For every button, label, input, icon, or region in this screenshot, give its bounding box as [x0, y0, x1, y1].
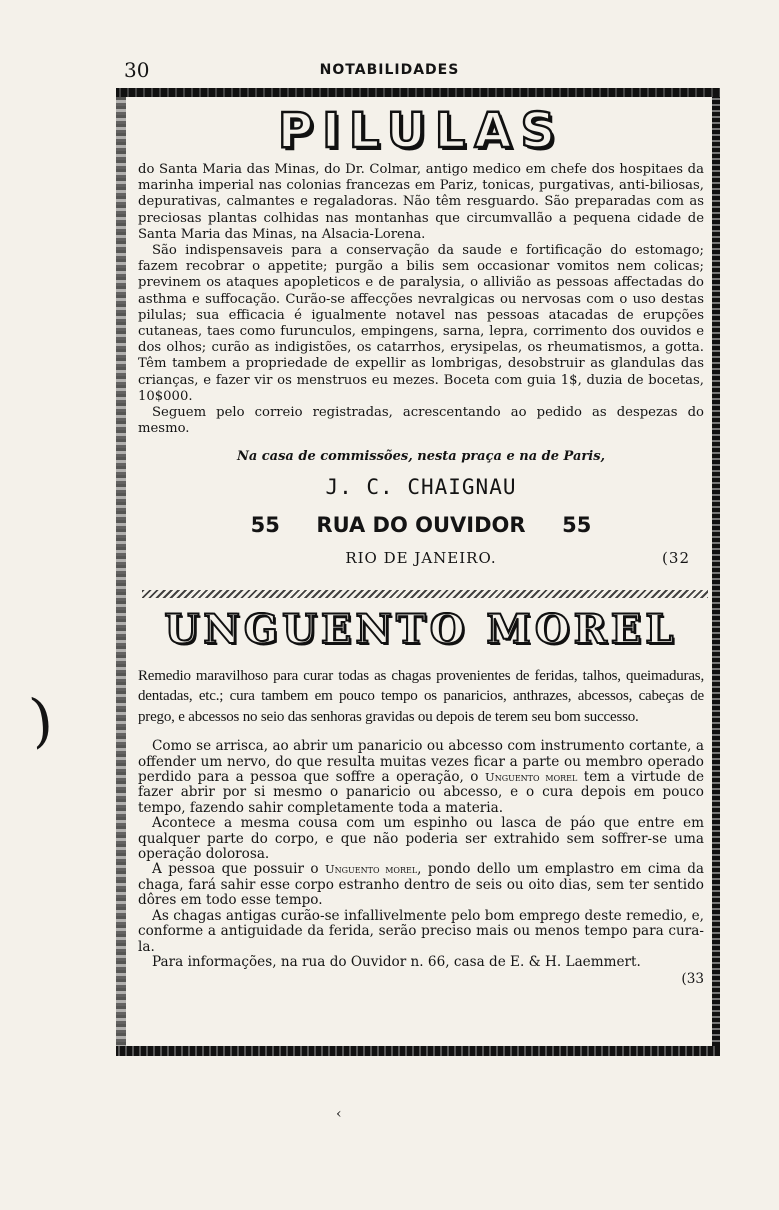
morel-paragraph-5: Para informações, na rua do Ouvidor n. 66, casa de E. & H. Laemmert. — [152, 953, 641, 970]
pilulas-advertisement — [138, 104, 704, 567]
morel-p3-text-b: , pondo dello um emplastro em cima da chaga, fará sahir esse corpo estranho dentro de seis ou oito dias, sem ter sentido dôres em todo esse tempo. — [138, 861, 705, 909]
morel-ad-number: (33 — [681, 971, 704, 988]
bottom-border-rule — [116, 1046, 720, 1056]
pilulas-city-line — [138, 549, 704, 567]
morel-paragraph-4: As chagas antigas curão-se infallivelmente pelo bom emprego deste remedio, e, conforme a antiguidade da ferida, serão preciso mais ou menos tempo para cura-la. — [138, 907, 704, 955]
morel-p1-text-a: Como se arrisca, ao abrir um panaricio ou abcesso com instrumento cortante, a offender um nervo, do que resulta muitas vezes ficar a parte ou membro operado perdido para a pessoa que soffre a operação, o — [138, 738, 704, 786]
pilulas-paragraph-intro: do Santa Maria das Minas, do Dr. Colmar, antigo medico em chefe dos hospitaes da marinha imperial nas colonias francezas em Pariz, tonicas, purgativas, anti-biliosas, depurativas, calmantes e regaladoras. Não têm resguardo. São preparadas com as preciosas plantas colhidas nas montanhas que circumvallão a pequena cidade de Santa Maria das Minas, na Alsacia-Lorena. — [138, 162, 704, 242]
pilulas-city: RIO DE JANEIRO. — [345, 549, 497, 568]
margin-bracket-mark: ) — [26, 685, 57, 755]
pilulas-ad-number: (32 — [662, 549, 690, 568]
morel-lead-paragraph — [138, 666, 704, 727]
address-number-left: 55 — [250, 513, 280, 538]
ornamental-divider — [142, 590, 708, 598]
pilulas-paragraph-mail: Seguem pelo correio registradas, acrescentando ao pedido as despezas do mesmo. — [138, 405, 704, 437]
pilulas-title: PILULAS — [277, 103, 565, 159]
morel-advertisement — [138, 606, 704, 988]
right-border-rule — [712, 88, 720, 1056]
address-number-right: 55 — [562, 513, 592, 538]
morel-p1-text-b: tem a virtude de fazer abrir por si mesmo o panaricio ou abcesso, e o cura depois em pouco tempo, fazendo sahir completamente toda a materia. — [138, 769, 705, 816]
morel-paragraph-3 — [138, 862, 704, 908]
pilulas-agents-line: Na casa de commissões, nesta praça e na de Paris, — [236, 449, 606, 465]
morel-title: UNGUENTO MOREL — [164, 606, 678, 653]
morel-lead-text: Remedio maravilhoso para curar todas as chagas provenientes de feridas, talhos, queimaduras, dentadas, etc.; cura tambem em pouco tempo os panaricios, anthrazes, abcessos, cabeças de prego, e abcessos no seio das senhoras gravidas ou depois de terem seu bom successo. — [138, 668, 704, 725]
pilulas-merchant-name: J. C. CHAIGNAU — [325, 475, 517, 500]
running-title: NOTABILIDADES — [319, 62, 460, 78]
pilulas-paragraph-uses: São indispensaveis para a conservação da saude e fortificação do estomago; fazem recobrar o appetite; purgão a bilis sem occasionar vomitos nem colicas; previnem os ataques apopleticos e de paralysia, o allivião as pessoas affectadas do asthma e suffocação. Curão-se affecções nevralgicas ou nervosas com o uso destas pilulas; sua efficacia é igualmente notavel nas pessoas atacadas de erupções cutaneas, taes como furunculos, empingens, sarna, lepra, corrimento dos ouvidos e dos olhos; curão as indigistões, os catarrhos, erysipelas, os rheumatismos, a gotta. Têm tambem a propriedade de expellir as lombrigas, desobstruir as glandulas das crianças, e fazer vir os menstruos eu mezes. Boceta com guia 1$, duzia de bocetas, 10$000. — [138, 243, 704, 404]
paper-speck: ‹ — [336, 1106, 342, 1122]
morel-p3-text-a: A pessoa que possuir o — [152, 861, 325, 878]
address-street: RUA DO OUVIDOR — [316, 513, 526, 538]
left-border-rule — [116, 88, 126, 1056]
morel-p3-product: Unguento morel — [324, 862, 418, 877]
morel-paragraph-1 — [138, 739, 704, 816]
morel-p1-product: Unguento morel — [485, 770, 578, 785]
page-number: 30 — [124, 58, 150, 82]
top-border-rule — [116, 88, 720, 97]
morel-body — [138, 739, 704, 988]
pilulas-address — [138, 513, 704, 537]
morel-paragraph-2: Acontece a mesma cousa com um espinho ou lasca de páo que entre em qualquer parte do corpo, e que não poderia ser extrahido sem soffrer-se uma operação dolorosa. — [138, 815, 704, 863]
